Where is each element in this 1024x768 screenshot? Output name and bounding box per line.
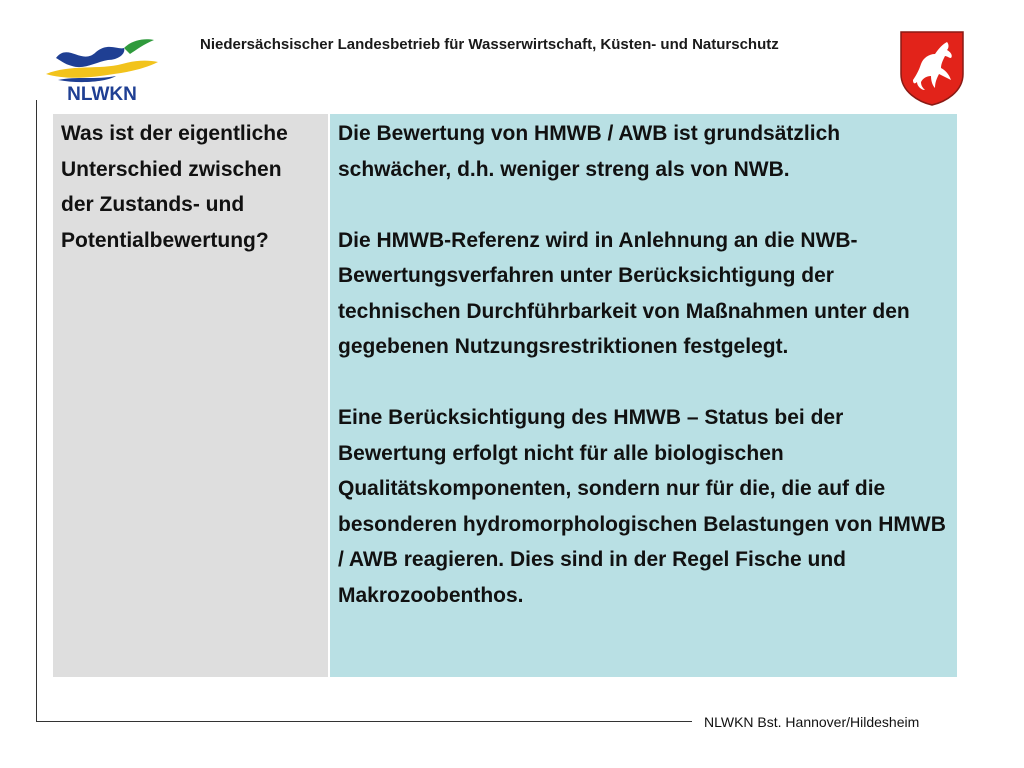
lower-saxony-horse-icon (899, 30, 965, 106)
footer-text: NLWKN Bst. Hannover/Hildesheim (704, 714, 920, 730)
organization-title: Niedersächsischer Landesbetrieb für Wasserwirtschaft, Küsten- und Naturschutz (200, 36, 779, 53)
answer-paragraph: Eine Berücksichtigung des HMWB – Status bei der Bewertung erfolgt nicht für alle biologischen Qualitätskomponenten, sondern nur für die, die auf die besonderen hydromorphologischen Belastungen von HMWB / AWB reagieren. Dies sind in der Regel Fische und Makrozoobenthos. (338, 406, 946, 607)
answer-paragraph: Die HMWB-Referenz wird in Anlehnung an die NWB-Bewertungsverfahren unter Berücksichtigung der technischen Durchführbarkeit von Maßnahmen unter den gegebenen Nutzungsrestriktionen festgelegt. (338, 228, 910, 358)
logo-text: NLWKN (67, 84, 137, 105)
answer-cell (330, 114, 957, 677)
nlwkn-wave-icon (40, 30, 164, 106)
frame-bottom-line (36, 721, 692, 722)
crest (899, 30, 965, 106)
answer-paragraph: Die Bewertung von HMWB / AWB ist grundsätzlich schwächer, d.h. weniger streng als von NWB. (338, 122, 841, 181)
frame-left-line (36, 100, 37, 722)
question-text: Was ist der eigentliche Unterschied zwischen der Zustands- und Potentialbewertung? (61, 122, 288, 252)
question-cell (53, 114, 328, 677)
nlwkn-logo (40, 30, 164, 106)
question-answer-table (53, 114, 957, 677)
